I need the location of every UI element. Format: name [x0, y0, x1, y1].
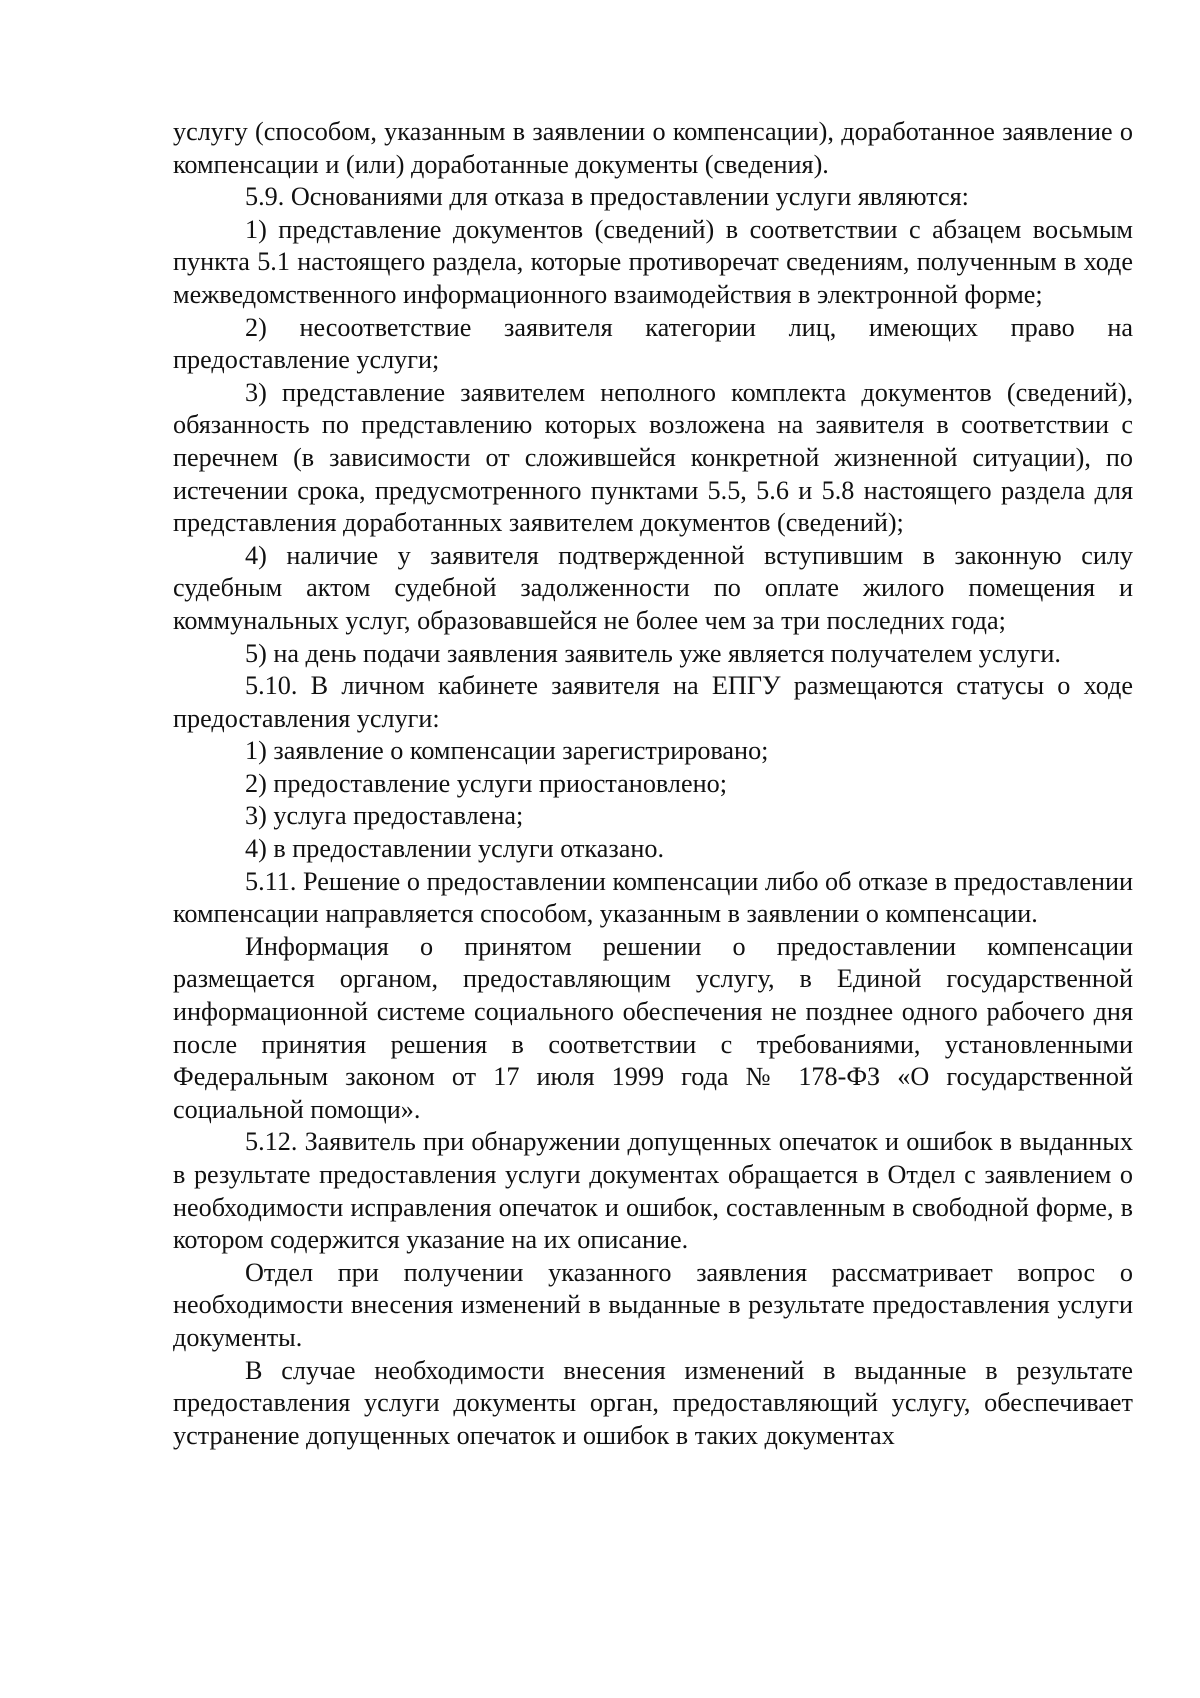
paragraph-5-9-item-1: 1) представление документов (сведений) в соответствии с абзацем восьмым пункта 5.1 настоящего раздела, которые противоречат сведениям, полученным в ходе межведомственного информационного взаимодействия в электронной форме; — [173, 214, 1133, 309]
paragraph-5-11: 5.11. Решение о предоставлении компенсации либо об отказе в предоставлении компенсации направляется способом, указанным в заявлении о компенсации. — [173, 866, 1133, 929]
paragraph-5-9-item-2: 2) несоответствие заявителя категории лиц, имеющих право на предоставление услуги; — [173, 312, 1133, 375]
paragraph-5-10-heading: 5.10. В личном кабинете заявителя на ЕПГУ размещаются статусы о ходе предоставления услуги: — [173, 671, 1133, 733]
paragraph-5-11-information: Информация о принятом решении о предоставлении компенсации размещается органом, предоставляющим услугу, в Единой государственной информационной системе социального обеспечения не позднее одного рабочего дня после принятия решения в соответствии с требованиями, установленными Федеральным законом от 17 июля 1999 года № 178-ФЗ «О государственной социальной помощи». — [173, 931, 1133, 1124]
paragraph-continuation: услугу (способом, указанным в заявлении о компенсации), доработанное заявление о компенсации и (или) доработанные документы (сведения). — [173, 117, 1133, 179]
paragraph-5-10-item-2: 2) предоставление услуги приостановлено; — [245, 768, 728, 798]
paragraph-5-10-item-3: 3) услуга предоставлена; — [245, 801, 524, 831]
paragraph-5-12: 5.12. Заявитель при обнаружении допущенных опечаток и ошибок в выданных в результате предоставления услуги документах обращается в Отдел с заявлением о необходимости исправления опечаток и ошибок, составленным в свободной форме, в котором содержится указание на их описание. — [173, 1127, 1133, 1255]
paragraph-5-10-item-4: 4) в предоставлении услуги отказано. — [245, 834, 664, 864]
paragraph-5-9-heading: 5.9. Основаниями для отказа в предоставлении услуги являются: — [245, 182, 969, 212]
document-body — [173, 116, 1133, 1452]
paragraph-5-12-department: Отдел при получении указанного заявления рассматривает вопрос о необходимости внесения изменений в выданные в результате предоставления услуги документы. — [173, 1257, 1133, 1352]
paragraph-5-9-item-3: 3) представление заявителем неполного комплекта документов (сведений), обязанность по представлению которых возложена на заявителя в соответствии с перечнем (в зависимости от сложившейся конкретной жизненной ситуации), по истечении срока, предусмотренного пунктами 5.5, 5.6 и 5.8 настоящего раздела для представления доработанных заявителем документов (сведений); — [173, 377, 1133, 538]
paragraph-5-10-item-1: 1) заявление о компенсации зарегистрировано; — [245, 736, 769, 766]
paragraph-5-9-item-4: 4) наличие у заявителя подтвержденной вступившим в законную силу судебным актом судебной задолженности по оплате жилого помещения и коммунальных услуг, образовавшейся не более чем за три последних года; — [173, 540, 1133, 635]
paragraph-5-9-item-5: 5) на день подачи заявления заявитель уже является получателем услуги. — [245, 638, 1061, 668]
paragraph-5-12-corrections: В случае необходимости внесения изменений в выданные в результате предоставления услуги документы орган, предоставляющий услугу, обеспечивает устранение допущенных опечаток и ошибок в таких документах — [173, 1355, 1133, 1450]
